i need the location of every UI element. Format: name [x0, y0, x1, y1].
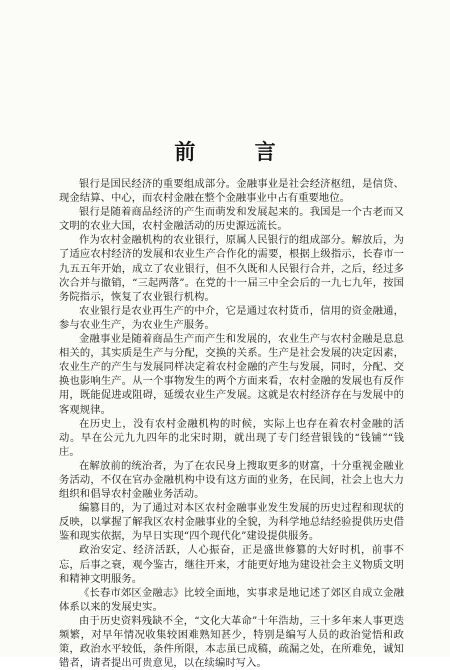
- paragraph-9: 政治安定、经济活跃，人心振奋，正是盛世修篡的大好时机，前事不忘，后事之衰，观今鉴古，继往开来，才能更好地为建设社会主义物质文明和精神文明服务。: [59, 544, 404, 585]
- preface-body: [59, 177, 404, 670]
- paragraph-1: 银行是国民经济的重要组成部分。金融事业是社会经济枢纽，是信贷、现金结算、中心，而农村金融在整个金融事业中占有重要地位。: [59, 178, 404, 205]
- paragraph-5: 金融事业是随着商品生产而产生和发展的，农业生产与农村金融是息息相关的，其实质是生产与分配，交换的关系。生产是社会发展的决定因素，农业生产的产生与发展同样决定着农村金融的产生与发展，同时，分配、交换也影响生产。从一个事物发生的两个方面来看，农村金融的发展也有反作用，既能促进或阻碍，延缓农业生产发展。这就是农村经济存在与发展中的客观规律。: [59, 333, 404, 416]
- paragraph-8: 编篡目的，为了通过对本区农村金融事业发生发展的历史过程和现状的反映，以掌握了解我区农村金融事业的全貌，为科学地总结经验提供历史借鉴和现实依据，为早日实现“四个现代化”建设提供服务。: [59, 502, 404, 543]
- page-title: 前 言: [174, 140, 302, 164]
- paragraph-7: 在解放前的统治者，为了在农民身上搜取更多的财富，十分重视金融业务活动，不仅在官办金融机构中设有这方面的业务，在民间，社会上也大力组织和倡导农村金融业务活动。: [59, 459, 404, 501]
- paragraph-3: 作为农村金融机构的农业银行，原属人民银行的组成部分。解放后，为了适应农村经济的发展和农业生产合作化的需要，根据上级指示，长春市一九五五年开始，成立了农业银行，但不久既和人民银行合并，之后，经过多次合并与撤销，“三起两落”。在党的十一届三中全会后的一九七九年，按国务院指示，恢复了农业银行机构。: [59, 234, 404, 303]
- paragraph-10: 《长春市郊区金融志》比较全面地，实事求是地记述了郊区自成立金融体系以来的发展史实。: [59, 586, 404, 613]
- paragraph-4: 农业银行是农业再生产的中介，它是通过农村货币，信用的资金融通，参与农业生产，为农业生产服务。: [59, 304, 404, 331]
- paragraph-2: 银行是随着商品经济的产生而萌发和发展起来的。我国是一个古老而又文明的农业大国，农村金融活动的历史源远流长。: [59, 206, 404, 233]
- paragraph-11: 由于历史资料残缺不全，“文化大革命”十年浩劫，三十多年来人事更迭频繁，对早年情况收集较困难熟知甚少，特别是编写人员的政治觉悟和政策，政治水平较低，条件所限，本志虽已成稿，疏漏之处，在所难免，诚知错者，请者提出可贵意见，以在续编时写入。: [59, 614, 404, 670]
- paragraph-6: 在历史上，没有农村金融机构的时候，实际上也存在着农村金融的活动。早在公元九九四年的北宋时期，就出现了专门经营银钱的“钱铺”“钱庄。: [59, 417, 404, 458]
